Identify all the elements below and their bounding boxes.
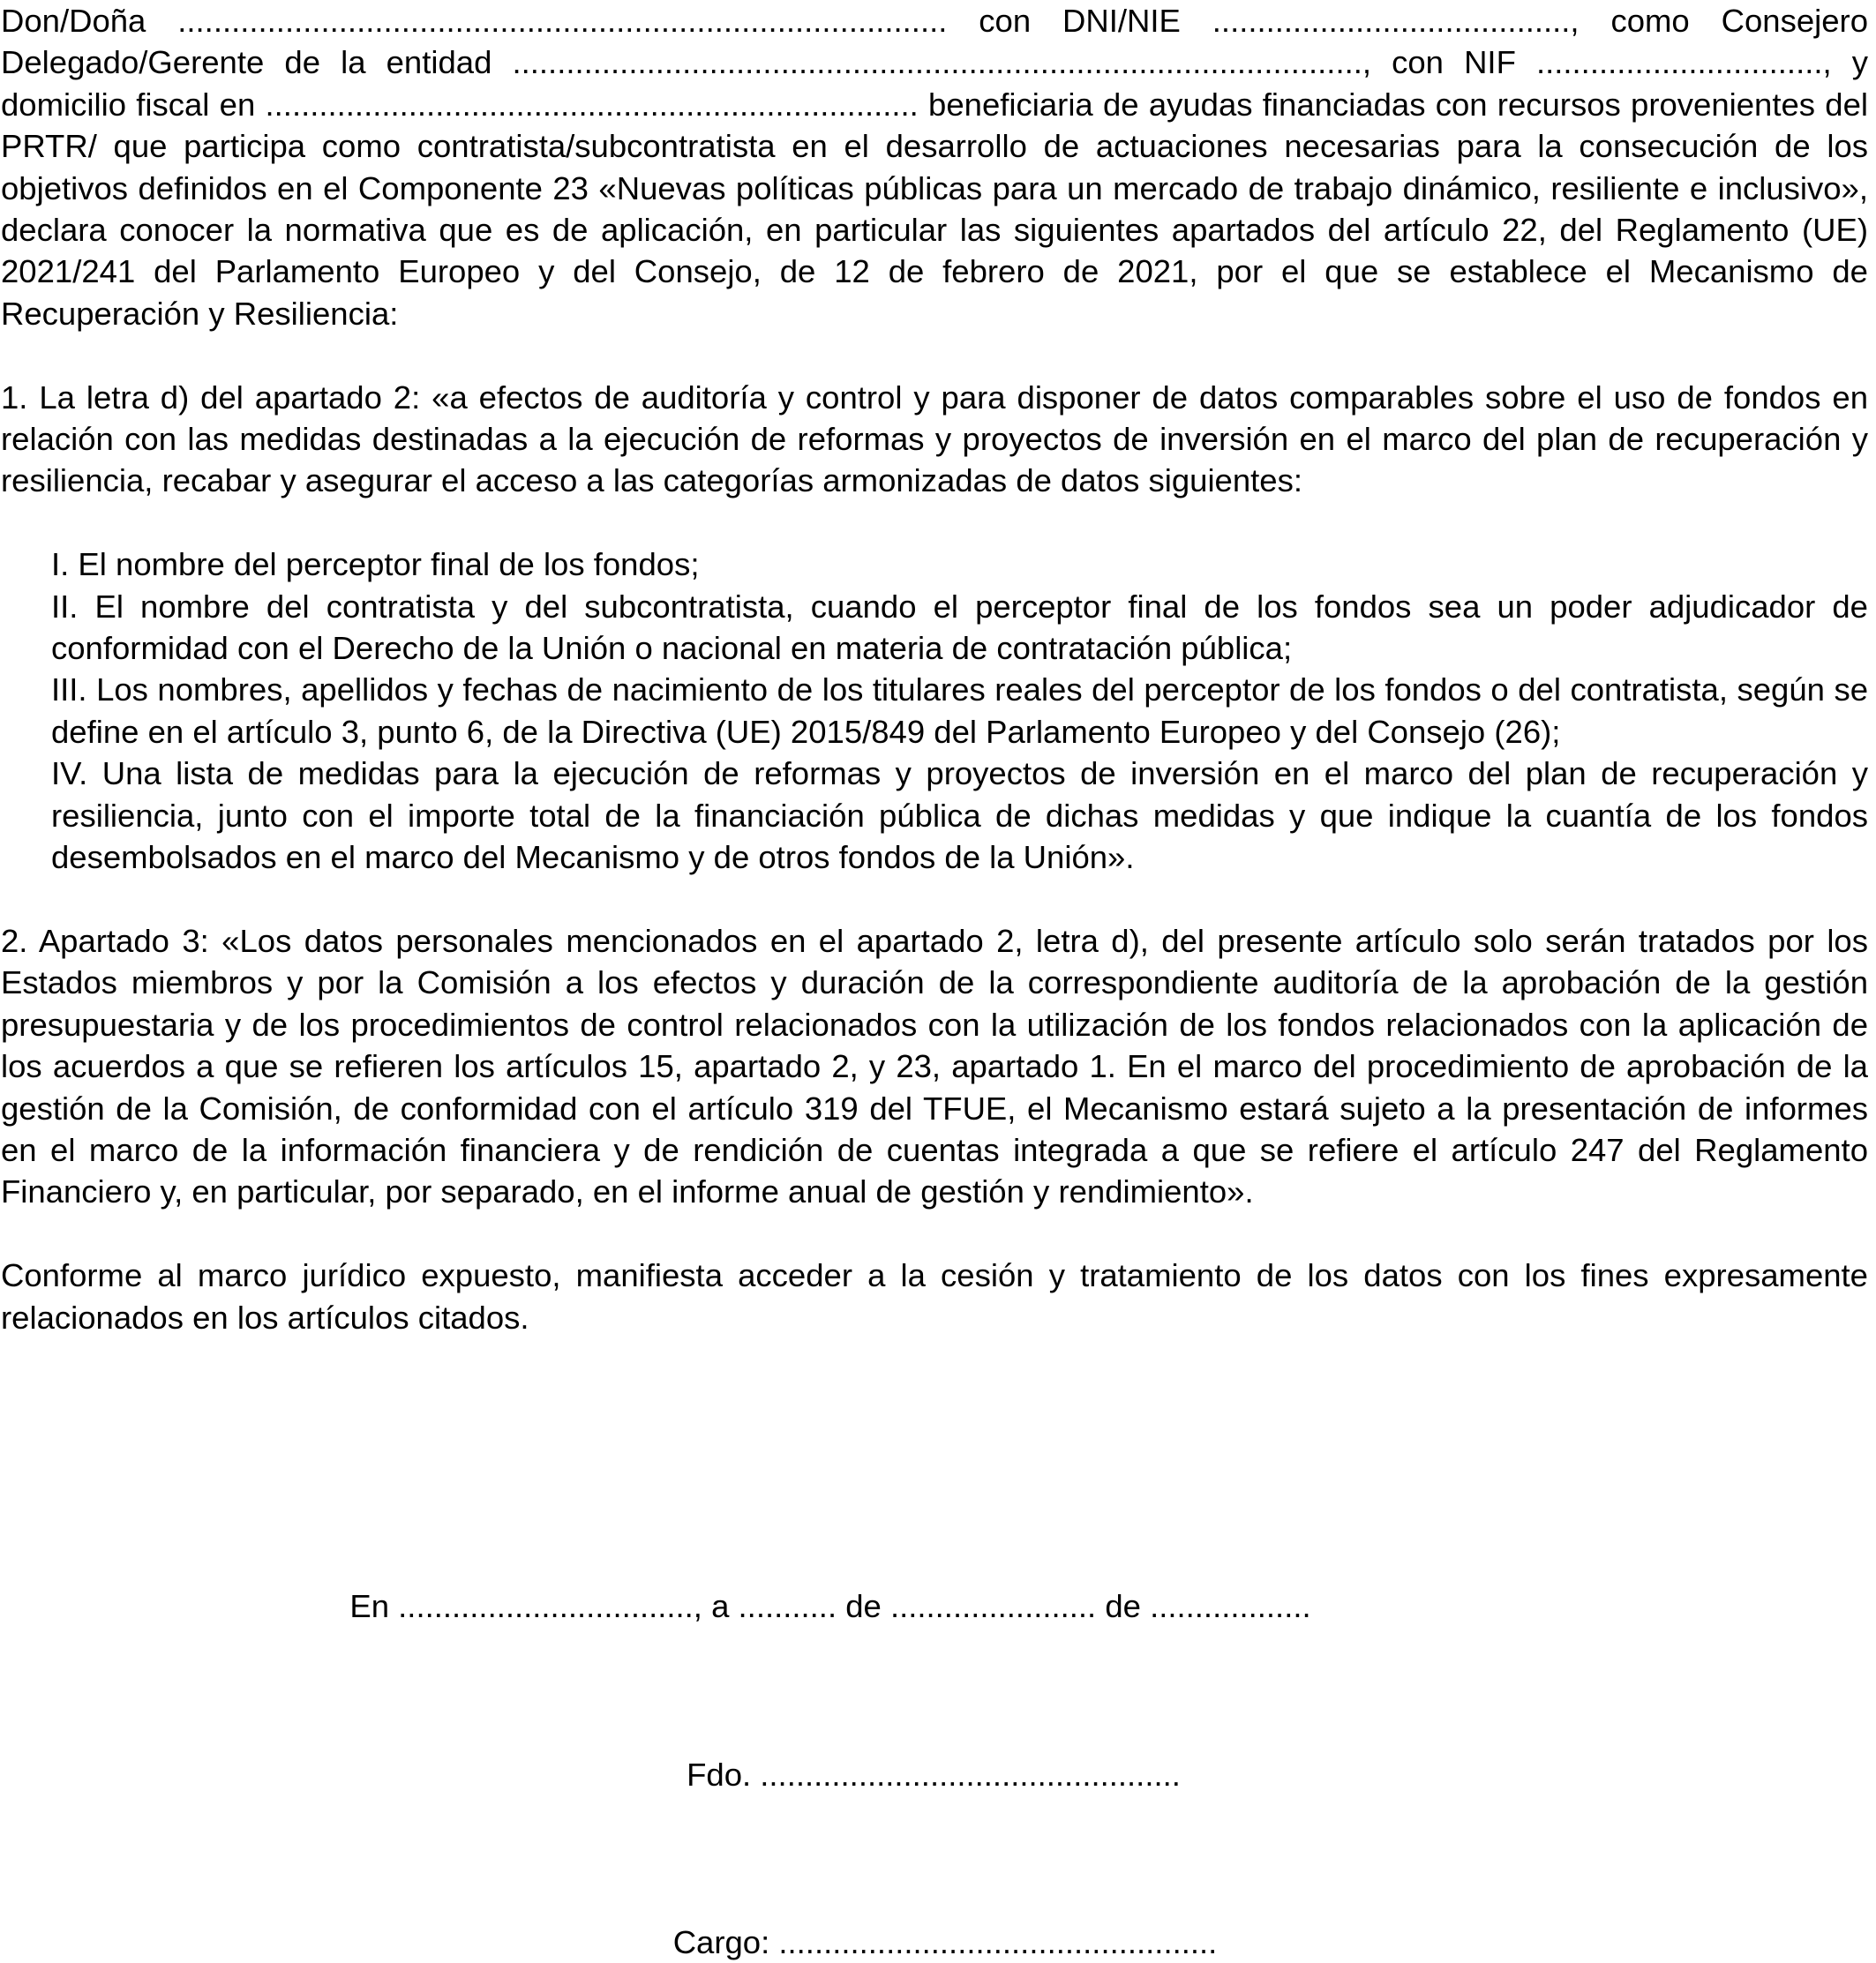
list-item: IV. Una lista de medidas para la ejecución de reformas y proyectos de inversión en el marco del plan de recuperación y resiliencia, junto con el importe total de la financiación pública de dichas medidas y que indique la cuantía de los fondos desembolsados en el marco del Mecanismo y de otros fondos de la Unión». (51, 755, 1868, 876)
list-item: II. El nombre del contratista y del subcontratista, cuando el perceptor final de los fondos sea un poder adjudicador de conformidad con el Derecho de la Unión o nacional en materia de contratación pública; (51, 588, 1868, 667)
point-2-paragraph: 2. Apartado 3: «Los datos personales mencionados en el apartado 2, letra d), del presente artículo solo serán tratados por los Estados miembros y por la Comisión a los efectos y duración de la correspondiente auditoría de la aprobación de la gestión presupuestaria y de los procedimientos de control relacionados con la utilización de los fondos relacionados con la aplicación de los acuerdos a que se refieren los artículos 15, apartado 2, y 23, apartado 1. En el marco del procedimiento de aprobación de la gestión de la Comisión, de conformidad con el artículo 319 del TFUE, el Mecanismo estará sujeto a la presentación de informes en el marco de la información financiera y de rendición de cuentas integrada a que se refiere el artículo 247 del Reglamento Financiero y, en particular, por separado, en el informe anual de gestión y rendimiento». (1, 922, 1868, 1210)
point-1-paragraph: 1. La letra d) del apartado 2: «a efectos de auditoría y control y para disponer de datos comparables sobre el uso de fondos en relación con las medidas destinadas a la ejecución de reformas y proyectos de inversión en el marco del plan de recuperación y resiliencia, recabar y asegurar el acceso a las categorías armonizadas de datos siguientes: (1, 378, 1868, 499)
place-date-line: En ................................., a ........... de ....................... de .................. (349, 1588, 1311, 1624)
data-categories-list (1, 543, 1868, 878)
signature-line: Fdo. ............................................... (687, 1757, 1181, 1793)
list-item: III. Los nombres, apellidos y fechas de nacimiento de los titulares reales del perceptor de los fondos o del contratista, según se define en el artículo 3, punto 6, de la Directiva (UE) 2015/849 del Parlamento Europeo y del Consejo (26); (51, 671, 1868, 750)
conclusion-paragraph: Conforme al marco jurídico expuesto, manifiesta acceder a la cesión y tratamiento de los datos con los fines expresamente relacionados en los artículos citados. (1, 1257, 1868, 1336)
role-line: Cargo: ................................................. (672, 1924, 1218, 1960)
declaration-paragraph: Don/Doña ...................................................................................... con DNI/NIE ........................................, como Consejero Delegado/Gerente de la entidad ..............................................................................................., con NIF ................................, y domicilio fiscal en ......................................................................... beneficiaria de ayudas financiadas con recursos provenientes del PRTR/ que participa como contratista/subcontratista en el desarrollo de actuaciones necesarias para la consecución de los objetivos definidos en el Componente 23 «Nuevas políticas públicas para un mercado de trabajo dinámico, resiliente e inclusivo», declara conocer la normativa que es de aplicación, en particular las siguientes apartados del artículo 22, del Reglamento (UE) 2021/241 del Parlamento Europeo y del Consejo, de 12 de febrero de 2021, por el que se establece el Mecanismo de Recuperación y Resiliencia: (1, 3, 1868, 332)
document-body (1, 0, 1868, 1338)
list-item: I. El nombre del perceptor final de los fondos; (51, 546, 700, 583)
